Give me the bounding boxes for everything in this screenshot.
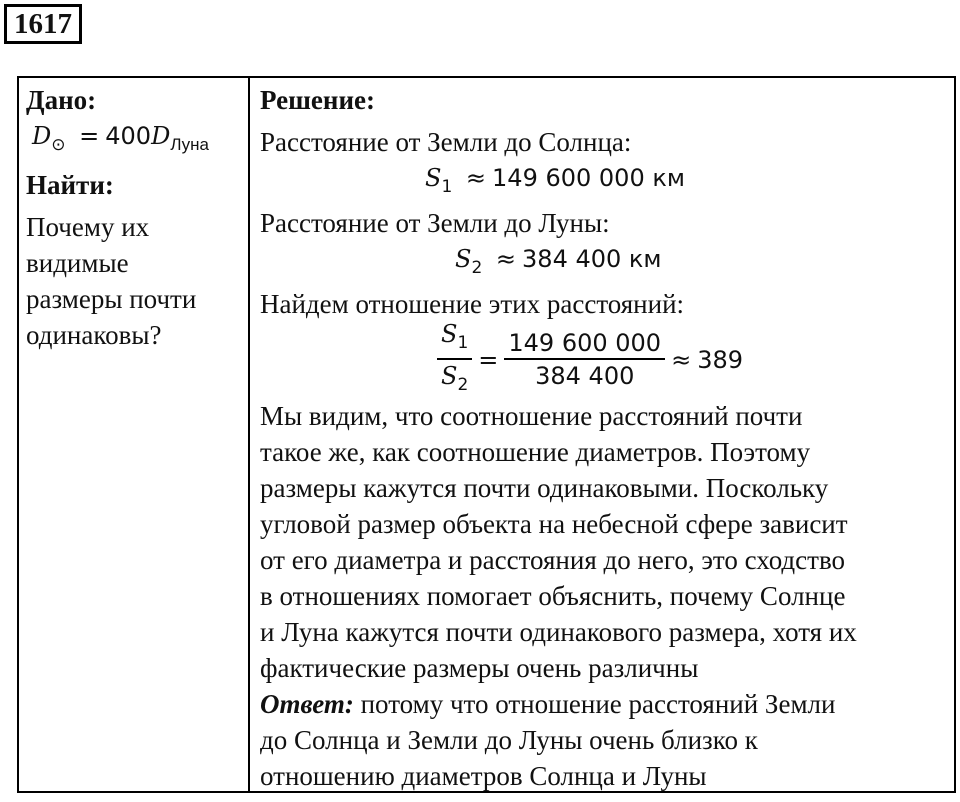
solution-column [260, 82, 950, 794]
s2-value: 384 400 км [522, 245, 662, 273]
sun-symbol: ⊙ [51, 135, 66, 155]
approx-sign: ≈ [495, 245, 517, 273]
var-s: S [425, 164, 442, 192]
var-s: S [441, 362, 458, 390]
distance-sun-label: Расстояние от Земли до Солнца: [260, 127, 632, 157]
given-column [26, 82, 240, 353]
given-heading: Дано: [26, 85, 97, 115]
answer-line [260, 686, 950, 722]
var-s: S [441, 320, 458, 348]
question-text [26, 209, 240, 353]
solution-table [17, 76, 956, 793]
sub-2: 2 [471, 258, 483, 278]
answer-line: до Солнца и Земли до Луны очень близко к [260, 725, 758, 755]
given-coef: 400 [105, 122, 152, 150]
question-line: одинаковы? [26, 320, 162, 350]
denominator-value: 384 400 [535, 362, 635, 390]
column-divider [248, 78, 250, 791]
sub-2: 2 [457, 375, 469, 395]
equation-s1 [260, 160, 950, 205]
ratio-label: Найдем отношение этих расстояний: [260, 289, 685, 319]
ratio-result: 389 [697, 346, 743, 374]
answer-text: потому что отношение расстояний Земли [353, 689, 836, 719]
fraction-s1-s2 [437, 319, 472, 401]
paragraph-line: такое же, как соотношение диаметров. Поэтому [260, 437, 811, 467]
approx-sign: ≈ [671, 346, 692, 374]
fraction-values [504, 328, 665, 392]
numerator-value: 149 600 000 [504, 328, 665, 360]
sub-1: 1 [457, 333, 469, 353]
distance-moon-label: Расстояние от Земли до Луны: [260, 208, 610, 238]
paragraph-line: от его диаметра и расстояния до него, это сходство [260, 545, 846, 575]
given-var-d: D [32, 122, 52, 150]
paragraph-line: размеры кажутся почти одинаковыми. Поскольку [260, 473, 829, 503]
question-line: Почему их [26, 212, 150, 242]
answer-label: Ответ: [260, 689, 354, 719]
paragraph-line: и Луна кажутся почти одинакового размера, хотя их [260, 617, 857, 647]
moon-subscript: Луна [170, 135, 210, 154]
ratio-equation [230, 322, 950, 398]
var-s: S [455, 245, 472, 273]
paragraph-line: Мы видим, что соотношение расстояний почти [260, 401, 803, 431]
s1-value: 149 600 000 км [492, 164, 685, 192]
find-heading: Найти: [26, 170, 114, 200]
explanation-paragraph [260, 398, 950, 686]
given-var-d-moon: D [151, 122, 171, 150]
question-line: размеры почти [26, 284, 197, 314]
equation-s2 [260, 241, 950, 286]
equals-sign: = [478, 346, 499, 374]
paragraph-line: фактические размеры очень различны [260, 653, 699, 683]
given-formula [26, 118, 240, 163]
paragraph-line: в отношениях помогает объяснить, почему Солнце [260, 581, 846, 611]
paragraph-line: угловой размер объекта на небесной сфере зависит [260, 509, 848, 539]
question-line: видимые [26, 248, 129, 278]
given-equals: = [79, 122, 100, 150]
sub-1: 1 [441, 177, 453, 197]
answer-line: отношению диаметров Солнца и Луны [260, 761, 707, 791]
solution-heading: Решение: [260, 85, 375, 115]
approx-sign: ≈ [465, 164, 487, 192]
problem-number: 1617 [4, 4, 82, 44]
answer-block [260, 686, 950, 794]
